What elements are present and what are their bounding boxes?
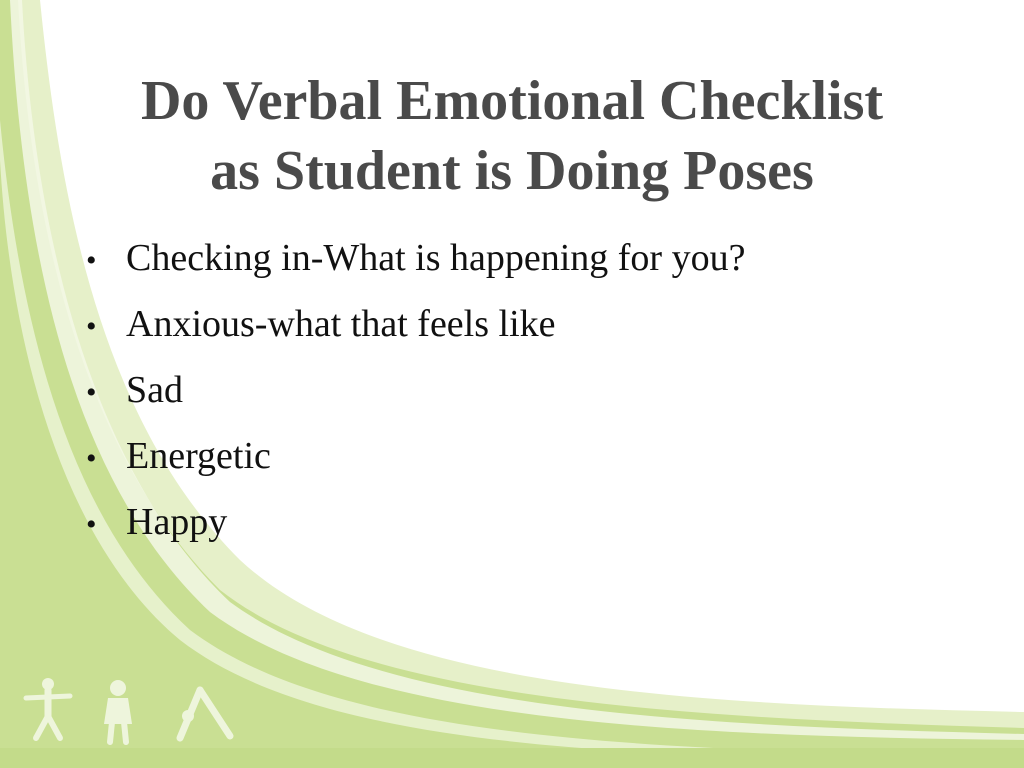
bullet-dot: • xyxy=(86,442,97,475)
bullet-item-energetic xyxy=(86,426,745,492)
bullet-text: Checking in-What is happening for you? xyxy=(126,237,746,279)
bullet-dot: • xyxy=(86,310,97,343)
bullet-item-sad xyxy=(86,360,745,426)
bullet-list xyxy=(86,228,745,558)
bullet-dot: • xyxy=(86,376,97,409)
bullet-item-checking-in xyxy=(86,228,745,294)
bullet-dot: • xyxy=(86,244,97,277)
bullet-text: Happy xyxy=(126,501,228,543)
bullet-text: Energetic xyxy=(126,435,271,477)
downward-dog-pose-icon xyxy=(180,690,230,738)
bullet-item-anxious xyxy=(86,294,745,360)
slide-title xyxy=(60,66,964,206)
bullet-text: Sad xyxy=(126,369,183,411)
title-line-2: as Student is Doing Poses xyxy=(210,140,814,202)
bullet-text: Anxious-what that feels like xyxy=(126,303,556,345)
bullet-item-happy xyxy=(86,492,745,558)
bullet-dot: • xyxy=(86,508,97,541)
yoga-figures xyxy=(20,672,250,752)
title-line-1: Do Verbal Emotional Checklist xyxy=(140,70,884,132)
child-figure-icon xyxy=(104,680,132,742)
standing-pose-icon xyxy=(26,678,70,738)
